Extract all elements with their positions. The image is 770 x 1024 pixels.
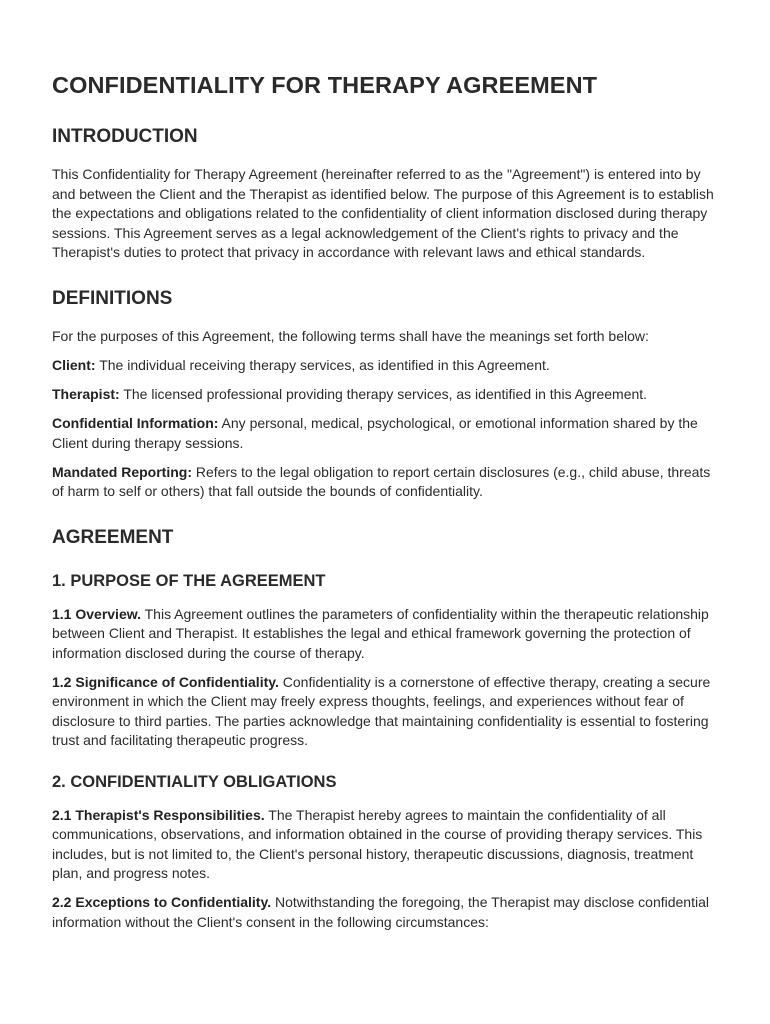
clause-2-2 — [52, 893, 718, 932]
definition-text: Refers to the legal obligation to report certain disclosures (e.g., child abuse, threats of harm to self or others) that fall outside the bounds of confidentiality. — [52, 463, 711, 499]
clause-2-1 — [52, 806, 718, 884]
definition-text: The individual receiving therapy services, as identified in this Agreement. — [95, 357, 550, 373]
definition-therapist — [52, 385, 718, 405]
definition-term: Client: — [52, 357, 96, 373]
clause-1-2 — [52, 673, 718, 751]
definition-term: Mandated Reporting: — [52, 463, 192, 480]
definition-term: Therapist: — [52, 386, 120, 402]
definition-text: Any personal, medical, psychological, or emotional information shared by the Client during therapy sessions. — [52, 415, 698, 451]
document-title: CONFIDENTIALITY FOR THERAPY AGREEMENT — [52, 72, 598, 98]
clause-text: Confidentiality is a cornerstone of effective therapy, creating a secure environment in which the Client may freely express thoughts, feelings, and experiences without fear of disclosure to third parties. The parties acknowledge that maintaining confidentiality is essential to fostering trust and facilitating therapeutic progress. — [52, 673, 711, 748]
definition-confidential-information — [52, 414, 718, 453]
definition-mandated-reporting — [52, 463, 718, 502]
clause-1-1 — [52, 605, 718, 664]
clause-lead: 2.1 Therapist's Responsibilities. — [52, 806, 265, 823]
clause-text: The Therapist hereby agrees to maintain the confidentiality of all communications, observations, and information obtained in the course of providing therapy services. This includes, but is not limited to, the Client's personal history, therapeutic discussions, diagnosis, treatment plan, and progress notes. — [52, 806, 703, 881]
agreement-heading: AGREEMENT — [52, 526, 174, 548]
definitions-lead: For the purposes of this Agreement, the following terms shall have the meanings set forth below: — [52, 327, 649, 344]
clause-lead: 1.2 Significance of Confidentiality. — [52, 673, 279, 690]
clause-lead: 2.2 Exceptions to Confidentiality. — [52, 894, 272, 910]
introduction-paragraph: This Confidentiality for Therapy Agreement (hereinafter referred to as the "Agreement") is entered into by and between the Client and the Therapist as identified below. The purpose of this Agreement is to establish the expectations and obligations related to the confidentiality of client information disclosed during therapy sessions. This Agreement serves as a legal acknowledgement of the Client's rights to privacy and the Therapist's duties to protect that privacy in accordance with relevant laws and ethical standards. — [52, 166, 714, 260]
definition-client — [52, 356, 718, 376]
definition-text: The licensed professional providing therapy services, as identified in this Agreement. — [119, 386, 648, 402]
section-1-heading: 1. PURPOSE OF THE AGREEMENT — [52, 571, 326, 590]
introduction-heading: INTRODUCTION — [52, 126, 198, 147]
section-2-heading: 2. CONFIDENTIALITY OBLIGATIONS — [52, 772, 337, 791]
clause-text: This Agreement outlines the parameters of confidentiality within the therapeutic relationship between Client and Therapist. It establishes the legal and ethical framework governing the protection of information disclosed during the course of therapy. — [52, 605, 709, 661]
definitions-heading: DEFINITIONS — [52, 287, 173, 309]
definition-term: Confidential Information: — [52, 415, 219, 431]
clause-text: Notwithstanding the foregoing, the Therapist may disclose confidential information without the Client's consent in the following circumstances: — [52, 894, 709, 930]
clause-lead: 1.1 Overview. — [52, 605, 141, 622]
